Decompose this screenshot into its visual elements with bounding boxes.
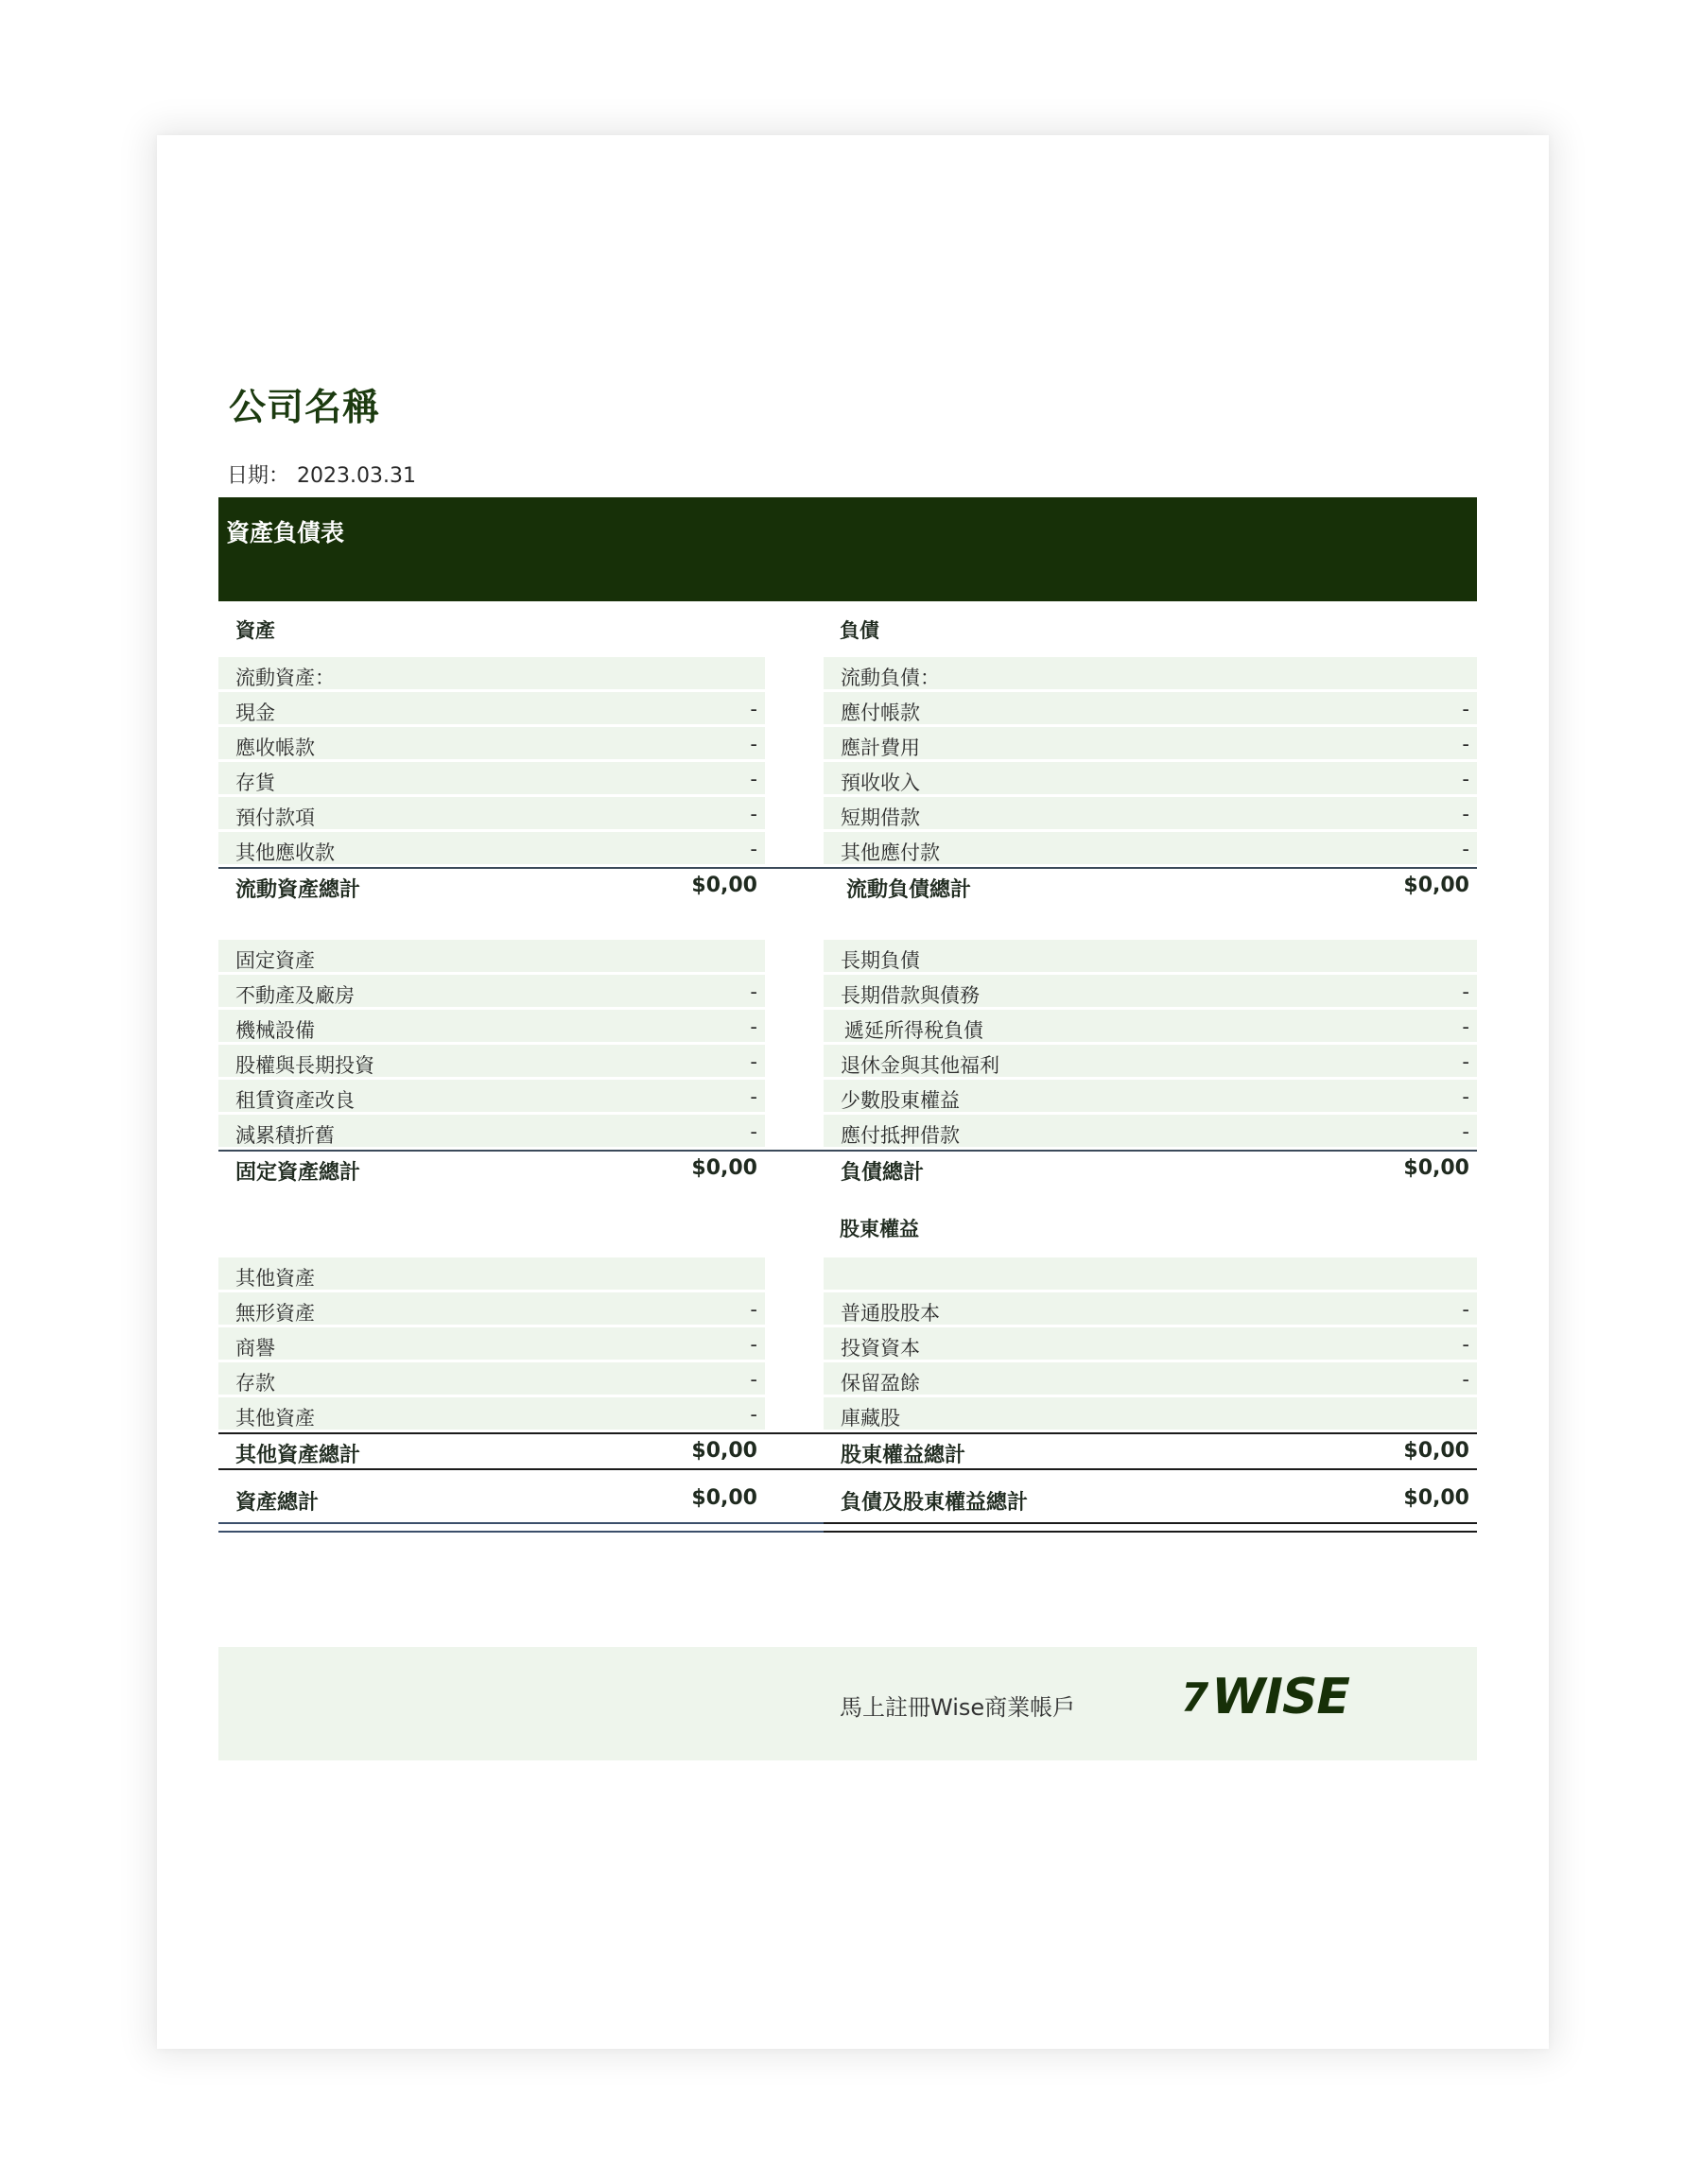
row-label: 減累積折舊 <box>235 1124 335 1147</box>
table-row <box>824 1327 1477 1360</box>
date-value: 2023.03.31 <box>297 464 416 488</box>
row-label: 保留盈餘 <box>841 1372 920 1395</box>
total-label: 流動資產總計 <box>235 878 361 902</box>
liabilities-heading: 負債 <box>840 619 879 642</box>
divider <box>765 1150 1477 1152</box>
table-row <box>218 1292 765 1325</box>
row-value: - <box>750 1015 757 1038</box>
double-rule <box>824 1522 1477 1533</box>
row-label: 股權與長期投資 <box>235 1054 374 1077</box>
total-label: 其他資產總計 <box>235 1444 361 1467</box>
row-value: - <box>750 733 757 755</box>
table-row <box>218 1080 765 1112</box>
table-row <box>218 1397 765 1430</box>
row-label: 應付帳款 <box>841 702 920 724</box>
liabilities-total-row <box>824 1153 1477 1185</box>
row-label: 機械設備 <box>235 1019 315 1042</box>
divider <box>218 1468 765 1470</box>
wise-logo[interactable] <box>1181 1669 1349 1725</box>
current-liabilities-total-row <box>829 870 1477 902</box>
row-value: - <box>1462 1333 1469 1356</box>
assets-grand-total-row <box>218 1482 765 1515</box>
row-value: - <box>1462 733 1469 755</box>
row-value: - <box>750 980 757 1003</box>
date-row <box>227 459 424 489</box>
table-row <box>218 692 765 724</box>
row-label: 租賃資產改良 <box>235 1089 355 1112</box>
row-value: - <box>750 803 757 825</box>
total-label: 固定資產總計 <box>235 1161 361 1185</box>
row-label: 應計費用 <box>841 737 920 759</box>
row-label: 退休金與其他福利 <box>841 1054 999 1077</box>
row-label: 投資資本 <box>841 1337 920 1360</box>
table-row <box>824 1397 1477 1430</box>
current-liabilities-label: 流動負債： <box>841 667 940 689</box>
total-value: $0,00 <box>691 1486 757 1510</box>
row-label: 其他資產 <box>235 1407 315 1430</box>
row-value: - <box>1462 1085 1469 1108</box>
total-value: $0,00 <box>1403 1156 1469 1180</box>
table-row <box>218 832 765 864</box>
row-value: - <box>750 1333 757 1356</box>
total-value: $0,00 <box>691 1156 757 1180</box>
table-row <box>824 1362 1477 1395</box>
table-row <box>218 1362 765 1395</box>
table-row <box>824 975 1477 1007</box>
table-row <box>824 1292 1477 1325</box>
divider <box>218 867 765 869</box>
table-row <box>218 975 765 1007</box>
row-value: - <box>1462 1015 1469 1038</box>
row-label: 其他應收款 <box>235 841 335 864</box>
assets-heading: 資產 <box>235 619 275 642</box>
row-value: - <box>750 1298 757 1321</box>
row-value: - <box>1462 803 1469 825</box>
total-label: 流動負債總計 <box>846 878 972 902</box>
row-label: 無形資產 <box>235 1302 315 1325</box>
row-label: 存貨 <box>235 771 275 794</box>
row-value: - <box>1462 1120 1469 1143</box>
row-value: - <box>750 768 757 790</box>
row-value: - <box>1462 768 1469 790</box>
row-value: - <box>1462 980 1469 1003</box>
row-label: 長期借款與債務 <box>841 984 980 1007</box>
row-label: 不動產及廠房 <box>235 984 355 1007</box>
table-row <box>824 832 1477 864</box>
table-row <box>218 1327 765 1360</box>
table-row <box>824 692 1477 724</box>
row-label: 少數股東權益 <box>841 1089 960 1112</box>
total-label: 資產總計 <box>235 1491 320 1515</box>
other-assets-total-row <box>218 1435 765 1467</box>
row-value: - <box>750 1050 757 1073</box>
fixed-assets-label-row <box>218 940 765 972</box>
row-label: 普通股股本 <box>841 1302 940 1325</box>
current-assets-label: 流動資產： <box>235 667 335 689</box>
table-row <box>824 727 1477 759</box>
total-value: $0,00 <box>1403 1486 1469 1510</box>
row-value: - <box>1462 1050 1469 1073</box>
wise-logo-text: WISE <box>1211 1669 1349 1725</box>
row-label: 庫藏股 <box>841 1407 900 1430</box>
total-label: 負債總計 <box>841 1161 925 1185</box>
total-value: $0,00 <box>691 1439 757 1463</box>
equity-spacer-row <box>824 1257 1477 1290</box>
row-label: 現金 <box>235 702 275 724</box>
date-label: 日期： <box>227 464 290 488</box>
row-value: - <box>750 1120 757 1143</box>
row-value: - <box>1462 1368 1469 1391</box>
row-value: - <box>750 838 757 860</box>
current-assets-label-row <box>218 657 765 689</box>
table-row <box>218 1045 765 1077</box>
table-row <box>824 1010 1477 1042</box>
row-value: - <box>750 1403 757 1426</box>
row-label: 其他應付款 <box>841 841 940 864</box>
table-row <box>218 1010 765 1042</box>
table-row <box>218 762 765 794</box>
sheet-title: 資產負債表 <box>226 519 345 546</box>
divider <box>765 1468 1477 1470</box>
other-assets-label-row <box>218 1257 765 1290</box>
table-row <box>218 797 765 829</box>
row-label: 預付款項 <box>235 806 315 829</box>
row-label: 預收收入 <box>841 771 920 794</box>
total-label: 負債及股東權益總計 <box>841 1491 1029 1515</box>
row-value: - <box>750 698 757 720</box>
table-row <box>824 1080 1477 1112</box>
table-row <box>218 727 765 759</box>
double-rule <box>218 1522 824 1533</box>
table-row <box>824 1045 1477 1077</box>
table-row <box>824 1115 1477 1147</box>
total-value: $0,00 <box>1403 874 1469 897</box>
fixed-assets-total-row <box>218 1153 765 1185</box>
row-label: 商譽 <box>235 1337 275 1360</box>
row-label: 應付抵押借款 <box>841 1124 960 1147</box>
row-label: 存款 <box>235 1372 275 1395</box>
row-value: - <box>750 1368 757 1391</box>
equity-total-row <box>824 1435 1477 1467</box>
row-value: - <box>1462 698 1469 720</box>
liabilities-equity-grand-total-row <box>824 1482 1477 1515</box>
signup-link[interactable]: 馬上註冊Wise商業帳戶 <box>840 1694 1076 1721</box>
row-value: - <box>1462 1298 1469 1321</box>
total-label: 股東權益總計 <box>841 1444 966 1467</box>
long-term-liabilities-label-row <box>824 940 1477 972</box>
fixed-assets-label: 固定資產 <box>235 949 315 972</box>
current-liabilities-label-row <box>824 657 1477 689</box>
table-row <box>824 762 1477 794</box>
row-label: 應收帳款 <box>235 737 315 759</box>
divider <box>765 1432 1477 1434</box>
other-assets-label: 其他資產 <box>235 1267 315 1290</box>
row-value: - <box>1462 838 1469 860</box>
wise-flag-icon: 7 <box>1181 1673 1208 1721</box>
divider <box>765 867 1477 869</box>
total-value: $0,00 <box>691 874 757 897</box>
title-bar <box>218 497 1477 601</box>
equity-heading: 股東權益 <box>840 1218 919 1240</box>
row-value: - <box>750 1085 757 1108</box>
current-assets-total-row <box>218 870 765 902</box>
row-label: 遞延所得稅負債 <box>844 1019 983 1042</box>
row-label: 短期借款 <box>841 806 920 829</box>
company-name: 公司名稱 <box>229 387 381 429</box>
long-term-liabilities-label: 長期負債 <box>841 949 920 972</box>
total-value: $0,00 <box>1403 1439 1469 1463</box>
divider <box>218 1432 765 1434</box>
table-row <box>218 1115 765 1147</box>
table-row <box>824 797 1477 829</box>
divider <box>218 1150 765 1152</box>
